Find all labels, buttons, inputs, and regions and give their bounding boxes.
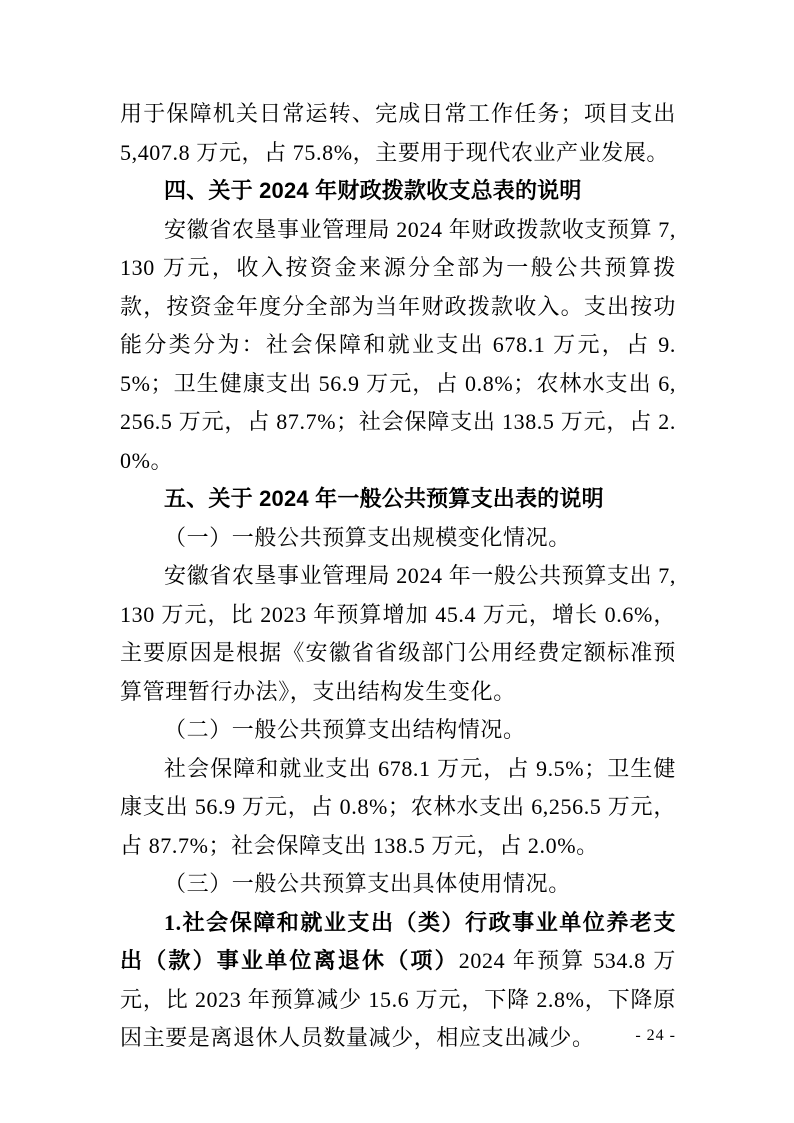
- page-number: - 24 -: [635, 1027, 676, 1044]
- subsection-heading-one: （一）一般公共预算支出规模变化情况。: [164, 524, 571, 550]
- paragraph-budget-scale-change: 安徽省农垦事业管理局 2024 年一般公共预算支出 7,130 万元，比 2023 年预算增加 45.4 万元，增长 0.6%，主要原因是根据《安徽省省级部门公用经费定额标准预算管理暂行办法》，支出结构发生变化。: [120, 563, 676, 704]
- paragraph-item-1-bold-lead: 1.社会保障和就业支出（类）行政事业单位养老支出（款）事业单位离退休（项）: [120, 909, 676, 973]
- subsection-heading-three: （三）一般公共预算支出具体使用情况。: [164, 871, 571, 896]
- paragraph-item-1-detail: 2024 年预算 534.8 万元，比 2023 年预算减少 15.6 万元，下降 2.8%，下降原因主要是离退休人员数量减少，相应支出减少。: [120, 948, 676, 1050]
- subsection-heading-two: （二）一般公共预算支出结构情况。: [164, 717, 526, 742]
- document-body: [120, 95, 676, 1058]
- paragraph-expenditure-structure: 社会保障和就业支出 678.1 万元，占 9.5%；卫生健康支出 56.9 万元，占 0.8%；农林水支出 6,256.5 万元，占 87.7%；社会保障支出 138.5 万元，占 2.0%。: [120, 755, 676, 858]
- paragraph-fiscal-appropriation-summary: 安徽省农垦事业管理局 2024 年财政拨款收支预算 7,130 万元，收入按资金来源分全部为一般公共预算拨款，按资金年度分全部为当年财政拨款收入。支出按功能分类分为：社会保障和就业支出 678.1 万元，占 9.5%；卫生健康支出 56.9 万元，占 0.8%；农林水支出 6,256.5 万元，占 87.7%；社会保障支出 138.5 万元，占 2.0%。: [120, 216, 676, 473]
- section-heading-four: 四、关于 2024 年财政拨款收支总表的说明: [164, 178, 582, 203]
- paragraph-continuation: 用于保障机关日常运转、完成日常工作任务；项目支出 5,407.8 万元，占 75.8%，主要用于现代农业产业发展。: [120, 101, 676, 165]
- section-heading-five: 五、关于 2024 年一般公共预算支出表的说明: [164, 486, 604, 511]
